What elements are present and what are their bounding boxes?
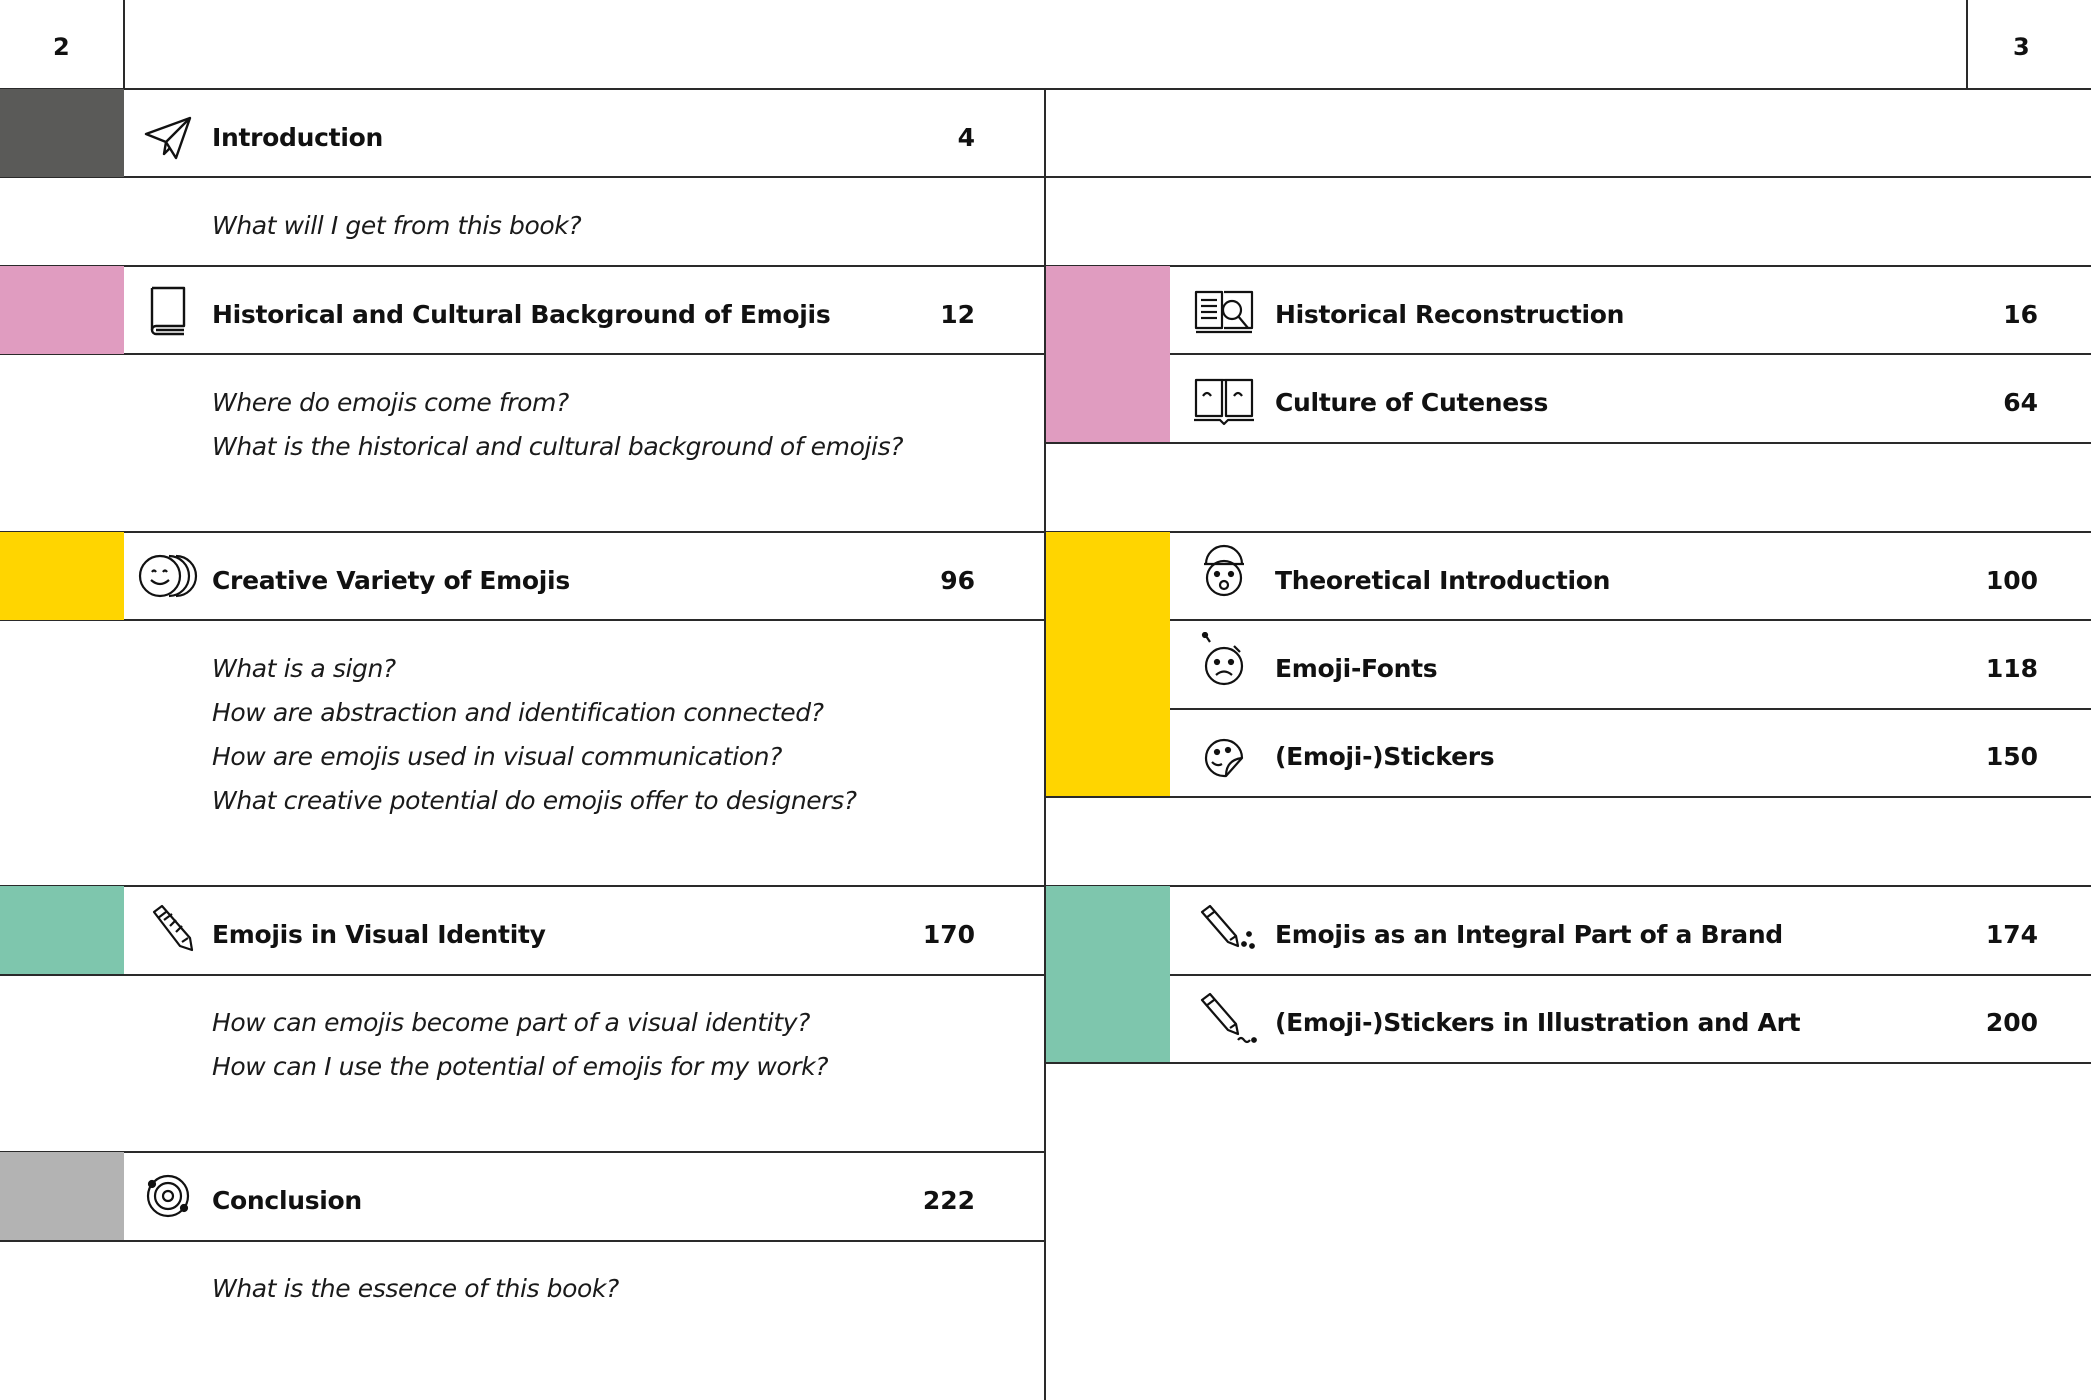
swatch-identity: [1046, 886, 1170, 1062]
surprised-face-icon: [1196, 544, 1252, 600]
pencil-trail-icon: [1194, 990, 1258, 1046]
chapter-title: Conclusion: [212, 1186, 362, 1215]
question: How can I use the potential of emojis for my work?: [212, 1052, 829, 1081]
open-book-faces-icon: [1192, 372, 1256, 428]
subchapter-page: 100: [1985, 566, 2038, 595]
pencil-dots-icon: [1194, 902, 1258, 958]
subchapter-title: Emoji-Fonts: [1275, 654, 1438, 683]
divider: [0, 176, 2091, 178]
divider: [1045, 708, 2091, 710]
paper-plane-icon: [140, 110, 196, 166]
subchapter-title: (Emoji-)Stickers in Illustration and Art: [1275, 1008, 1801, 1037]
page-number-left: 2: [53, 33, 70, 61]
divider: [123, 0, 125, 89]
chapter-page: 4: [957, 123, 975, 152]
divider: [0, 1151, 1046, 1153]
chapter-title: Emojis in Visual Identity: [212, 920, 546, 949]
chapter-title: Introduction: [212, 123, 383, 152]
page-number-right: 3: [2013, 33, 2030, 61]
question: How can emojis become part of a visual identity?: [212, 1008, 811, 1037]
question: What is a sign?: [212, 654, 396, 683]
subchapter-title: (Emoji-)Stickers: [1275, 742, 1495, 771]
question: What creative potential do emojis offer to designers?: [212, 786, 857, 815]
question: What is the historical and cultural background of emojis?: [212, 432, 904, 461]
swatch-identity: [0, 886, 124, 974]
magnifier-book-icon: [1192, 282, 1256, 338]
subchapter-page: 174: [1985, 920, 2038, 949]
subchapter-title: Theoretical Introduction: [1275, 566, 1611, 595]
question: What is the essence of this book?: [212, 1274, 619, 1303]
question: How are emojis used in visual communication?: [212, 742, 782, 771]
orbit-icon: [140, 1168, 196, 1224]
book-icon: [140, 282, 196, 338]
subchapter-page: 64: [2003, 388, 2038, 417]
divider: [1045, 796, 2091, 798]
swatch-creative: [1046, 532, 1170, 796]
subchapter-page: 118: [1985, 654, 2038, 683]
subchapter-title: Culture of Cuteness: [1275, 388, 1549, 417]
question: How are abstraction and identification connected?: [212, 698, 824, 727]
chapter-page: 222: [922, 1186, 975, 1215]
subchapter-title: Historical Reconstruction: [1275, 300, 1625, 329]
subchapter-title: Emojis as an Integral Part of a Brand: [1275, 920, 1783, 949]
divider: [1045, 1062, 2091, 1064]
chapter-page: 96: [940, 566, 975, 595]
question: Where do emojis come from?: [212, 388, 569, 417]
pencil-icon: [142, 902, 198, 958]
subchapter-page: 16: [2003, 300, 2038, 329]
chapter-page: 170: [922, 920, 975, 949]
swatch-history: [0, 266, 124, 354]
question: What will I get from this book?: [212, 211, 582, 240]
chapter-title: Creative Variety of Emojis: [212, 566, 570, 595]
sad-face-icon: [1196, 632, 1252, 688]
swatch-creative: [0, 532, 124, 620]
stacked-smileys-icon: [136, 548, 200, 604]
divider: [0, 88, 2091, 90]
divider: [1045, 442, 2091, 444]
chapter-title: Historical and Cultural Background of Emojis: [212, 300, 831, 329]
subchapter-page: 150: [1985, 742, 2038, 771]
chapter-page: 12: [940, 300, 975, 329]
subchapter-page: 200: [1985, 1008, 2038, 1037]
swatch-introduction: [0, 89, 124, 177]
swatch-conclusion: [0, 1152, 124, 1240]
sticker-face-icon: [1196, 730, 1252, 786]
swatch-history: [1046, 266, 1170, 442]
divider: [1966, 0, 1968, 89]
divider: [0, 1240, 1046, 1242]
